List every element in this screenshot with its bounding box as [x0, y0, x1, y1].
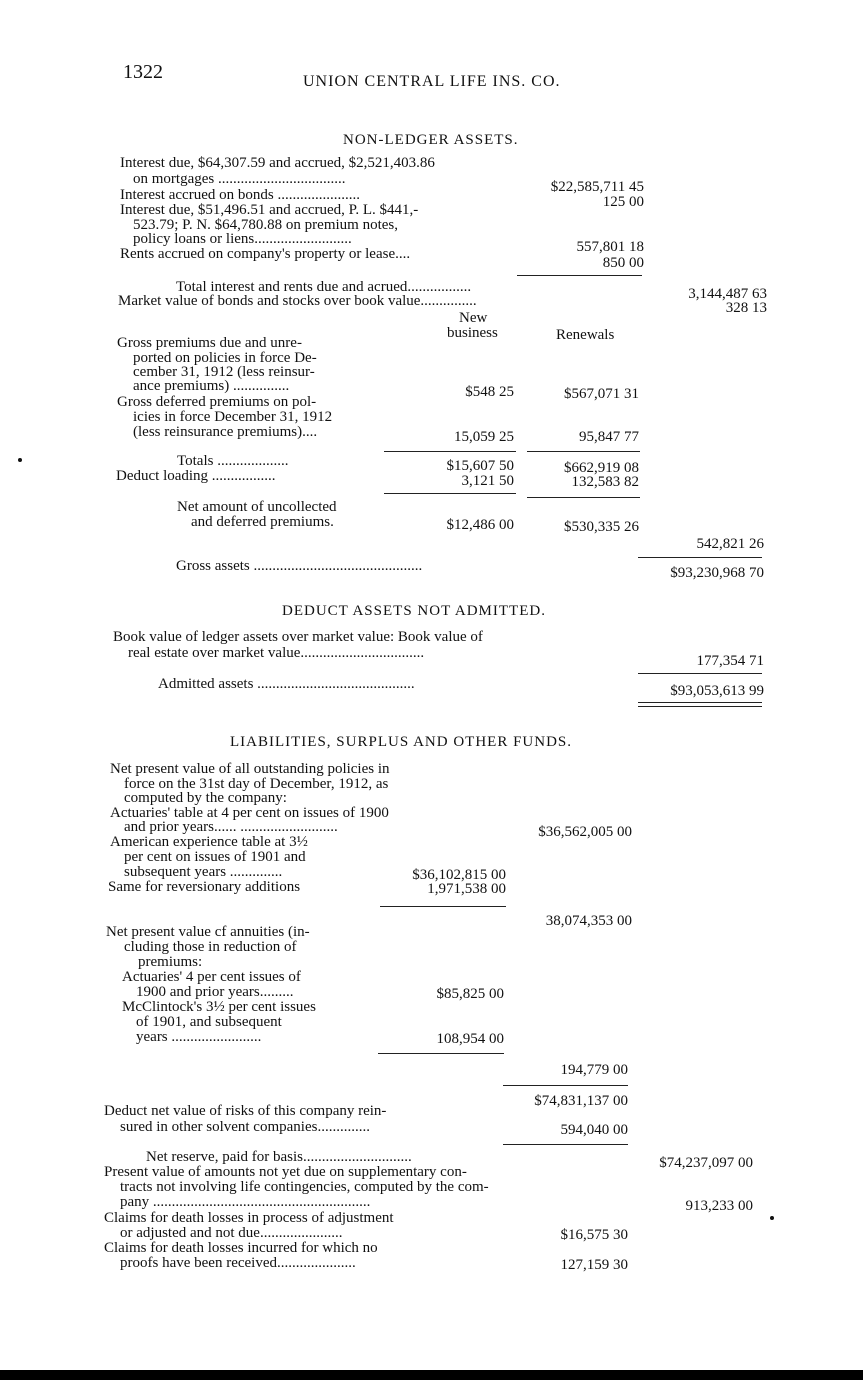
rule — [503, 1085, 628, 1086]
text-line: 523.79; P. N. $64,780.88 on premium notes, — [133, 217, 398, 233]
text-line: 1900 and prior years......... — [136, 984, 294, 1000]
amount: $36,102,815 00 — [412, 867, 506, 883]
amount: 913,233 00 — [685, 1198, 753, 1214]
amount: 15,059 25 — [454, 429, 514, 445]
amount: $12,486 00 — [446, 517, 514, 533]
amount: 557,801 18 — [576, 239, 644, 255]
page-number: 1322 — [123, 61, 163, 83]
text-line: per cent on issues of 1901 and — [124, 849, 306, 865]
text-line: real estate over market value................................. — [128, 645, 425, 661]
amount: 542,821 26 — [696, 536, 764, 552]
text-line: ported on policies in force De- — [133, 350, 317, 366]
amount: 594,040 00 — [560, 1122, 628, 1138]
amount: 127,159 30 — [560, 1257, 628, 1273]
amount: $93,053,613 99 — [670, 683, 764, 699]
text-line: and deferred premiums. — [191, 514, 334, 530]
text-line: Net reserve, paid for basis............................. — [146, 1149, 412, 1165]
text-line: or adjusted and not due...................... — [120, 1225, 343, 1241]
rule — [378, 1053, 504, 1054]
text-line: Book value of ledger assets over market value: Book value of — [113, 629, 483, 645]
text-line: ance premiums) ............... — [133, 378, 290, 394]
text-line: Actuaries' 4 per cent issues of — [122, 969, 301, 985]
text-line: Interest due, $51,496.51 and accrued, P. L. $441,- — [120, 202, 419, 218]
amount: 1,971,538 00 — [427, 881, 506, 897]
text-line: on mortgages .................................. — [133, 171, 346, 187]
amount: 328 13 — [725, 300, 767, 316]
text-line: cember 31, 1912 (less reinsur- — [133, 364, 315, 380]
rule — [503, 1144, 628, 1145]
text-line: sured in other solvent companies.............. — [120, 1119, 370, 1135]
text-line: proofs have been received..................... — [120, 1255, 356, 1271]
text-line: Present value of amounts not yet due on supplementary con- — [104, 1164, 467, 1180]
amount: $548 25 — [465, 384, 514, 400]
amount: $16,575 30 — [560, 1227, 628, 1243]
text-line: cluding those in reduction of — [124, 939, 297, 955]
text-line: Gross assets ............................................. — [176, 558, 423, 574]
text-line: Net present value of all outstanding policies in — [110, 761, 390, 777]
text-line: Claims for death losses incurred for which no — [104, 1240, 378, 1256]
amount: 132,583 82 — [571, 474, 639, 490]
rule — [517, 275, 642, 276]
amount: 3,121 50 — [461, 473, 514, 489]
amount: 125 00 — [602, 194, 644, 210]
text-line: McClintock's 3½ per cent issues — [122, 999, 316, 1015]
amount: $567,071 31 — [564, 386, 639, 402]
rule — [638, 673, 762, 674]
text-line: policy loans or liens.......................... — [133, 231, 352, 247]
amount: $74,831,137 00 — [534, 1093, 628, 1109]
text-line: American experience table at 3½ — [110, 834, 308, 850]
rule — [384, 451, 516, 452]
rule — [527, 497, 640, 498]
text-line: Gross deferred premiums on pol- — [117, 394, 317, 410]
amount: 177,354 71 — [696, 653, 764, 669]
text-line: years ........................ — [136, 1029, 262, 1045]
section-heading-liabilities: LIABILITIES, SURPLUS AND OTHER FUNDS. — [230, 734, 573, 750]
column-header-new: business — [447, 325, 498, 341]
rule — [384, 493, 516, 494]
text-line: Admitted assets .......................................... — [158, 676, 415, 692]
column-header-new: New — [459, 310, 488, 326]
text-line: of 1901, and subsequent — [136, 1014, 282, 1030]
text-line: computed by the company: — [124, 790, 287, 806]
rule — [638, 702, 762, 703]
text-line: Actuaries' table at 4 per cent on issues of 1900 — [110, 805, 389, 821]
rule — [638, 706, 762, 707]
amount: 850 00 — [602, 255, 644, 271]
section-heading-not-admitted: DEDUCT ASSETS NOT ADMITTED. — [282, 603, 546, 619]
scan-speck — [770, 1216, 774, 1220]
amount: $74,237,097 00 — [659, 1155, 753, 1171]
amount: 3,144,487 63 — [688, 286, 767, 302]
rule — [380, 906, 506, 907]
text-line: Deduct loading ................. — [116, 468, 276, 484]
amount: $93,230,968 70 — [670, 565, 764, 581]
text-line: and prior years...... .......................... — [124, 819, 338, 835]
amount: 108,954 00 — [436, 1031, 504, 1047]
column-header-renewals: Renewals — [556, 327, 615, 343]
text-line: tracts not involving life contingencies, computed by the com- — [120, 1179, 489, 1195]
rule — [638, 557, 762, 558]
text-line: Deduct net value of risks of this company rein- — [104, 1103, 387, 1119]
section-heading-non-ledger: NON-LEDGER ASSETS. — [343, 132, 519, 148]
text-line: Interest accrued on bonds ...................... — [120, 187, 360, 203]
text-line: Claims for death losses in process of adjustment — [104, 1210, 394, 1226]
scan-speck — [18, 458, 22, 462]
text-line: Gross premiums due and unre- — [117, 335, 302, 351]
text-line: pany .......................................................... — [120, 1194, 371, 1210]
rule — [527, 451, 640, 452]
amount: $85,825 00 — [436, 986, 504, 1002]
scan-border — [0, 1370, 863, 1380]
text-line: Same for reversionary additions — [108, 879, 301, 895]
text-line: Net present value cf annuities (in- — [106, 924, 310, 940]
running-title: UNION CENTRAL LIFE INS. CO. — [303, 73, 561, 90]
text-line: subsequent years .............. — [124, 864, 283, 880]
amount: $15,607 50 — [446, 458, 514, 474]
text-line: Net amount of uncollected — [177, 499, 337, 515]
text-line: (less reinsurance premiums).... — [133, 424, 318, 440]
text-line: Total interest and rents due and acrued................. — [176, 279, 472, 295]
text-line: Rents accrued on company's property or lease.... — [120, 246, 411, 262]
amount: $36,562,005 00 — [538, 824, 632, 840]
text-line: force on the 31st day of December, 1912, as — [124, 776, 389, 792]
amount: $22,585,711 45 — [550, 179, 644, 195]
amount: 194,779 00 — [560, 1062, 628, 1078]
amount: 38,074,353 00 — [545, 913, 632, 929]
amount: $530,335 26 — [564, 519, 639, 535]
text-line: icies in force December 31, 1912 — [133, 409, 333, 425]
text-line: Market value of bonds and stocks over book value............... — [118, 293, 477, 309]
text-line: premiums: — [138, 954, 203, 970]
text-line: Interest due, $64,307.59 and accrued, $2,521,403.86 — [120, 155, 435, 171]
amount: $662,919 08 — [564, 460, 639, 476]
text-line: Totals ................... — [177, 453, 289, 469]
amount: 95,847 77 — [579, 429, 639, 445]
